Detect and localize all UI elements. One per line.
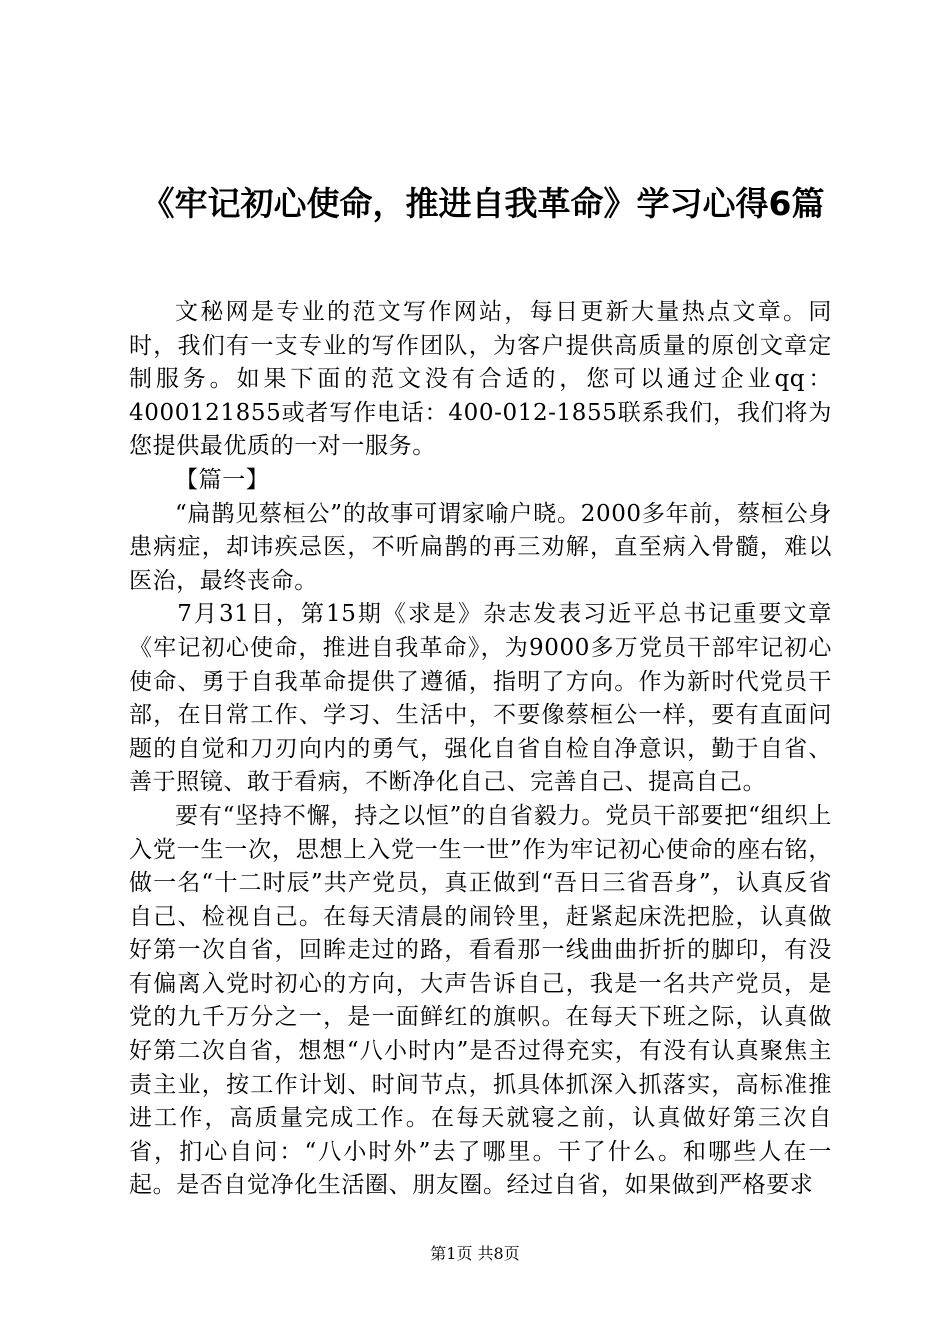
section-heading: 【篇一】 <box>175 466 270 493</box>
body-paragraph: 7月31日，第15期《求是》杂志发表习近平总书记重要文章《牢记初心使命，推进自我革命》，为9000多万党员干部牢记初心使命、勇于自我革命提供了遵循，指明了方向。作为新时代党员干部，在日常工作、学习、生活中，不要像蔡桓公一样，要有直面问题的自觉和刀刃向内的勇气，强化自省自检自净意识，勤于自省、善于照镜、敢于看病，不断净化自己、完善自己、提高自己。 <box>129 601 832 796</box>
page-number-footer: 第1页 共8页 <box>430 1244 520 1263</box>
intro-paragraph: 文秘网是专业的范文写作网站，每日更新大量热点文章。同时，我们有一支专业的写作团队，为客户提供高质量的原创文章定制服务。如果下面的范文没有合适的，您可以通过企业qq：4000121855或者写作电话：400-012-1855联系我们，我们将为您提供最优质的一对一服务。 <box>129 299 832 460</box>
document-title: 《牢记初心使命，推进自我革命》学习心得6篇 <box>141 184 825 223</box>
document-body <box>129 296 832 1203</box>
body-paragraph: “扁鹊见蔡桓公”的故事可谓家喻户晓。2000多年前，蔡桓公身患病症，却讳疾忌医，不听扁鹊的再三劝解，直至病入骨髓，难以医治，最终丧命。 <box>129 500 832 594</box>
body-paragraph: 要有“坚持不懈，持之以恒”的自省毅力。党员干部要把“组织上入党一生一次，思想上入党一生一世”作为牢记初心使命的座右铭，做一名“十二时辰”共产党员，真正做到“吾日三省吾身”，认真反省自己、检视自己。在每天清晨的闹铃里，赶紧起床洗把脸，认真做好第一次自省，回眸走过的路，看看那一线曲曲折折的脚印，有没有偏离入党时初心的方向，大声告诉自己，我是一名共产党员，是党的九千万分之一，是一面鲜红的旗帜。在每天下班之际，认真做好第二次自省，想想“八小时内”是否过得充实，有没有认真聚焦主责主业，按工作计划、时间节点，抓具体抓深入抓落实，高标准推进工作，高质量完成工作。在每天就寝之前，认真做好第三次自省，扪心自问：“八小时外”去了哪里。干了什么。和哪些人在一起。是否自觉净化生活圈、朋友圈。经过自省，如果做到严格要求 <box>129 802 832 1199</box>
